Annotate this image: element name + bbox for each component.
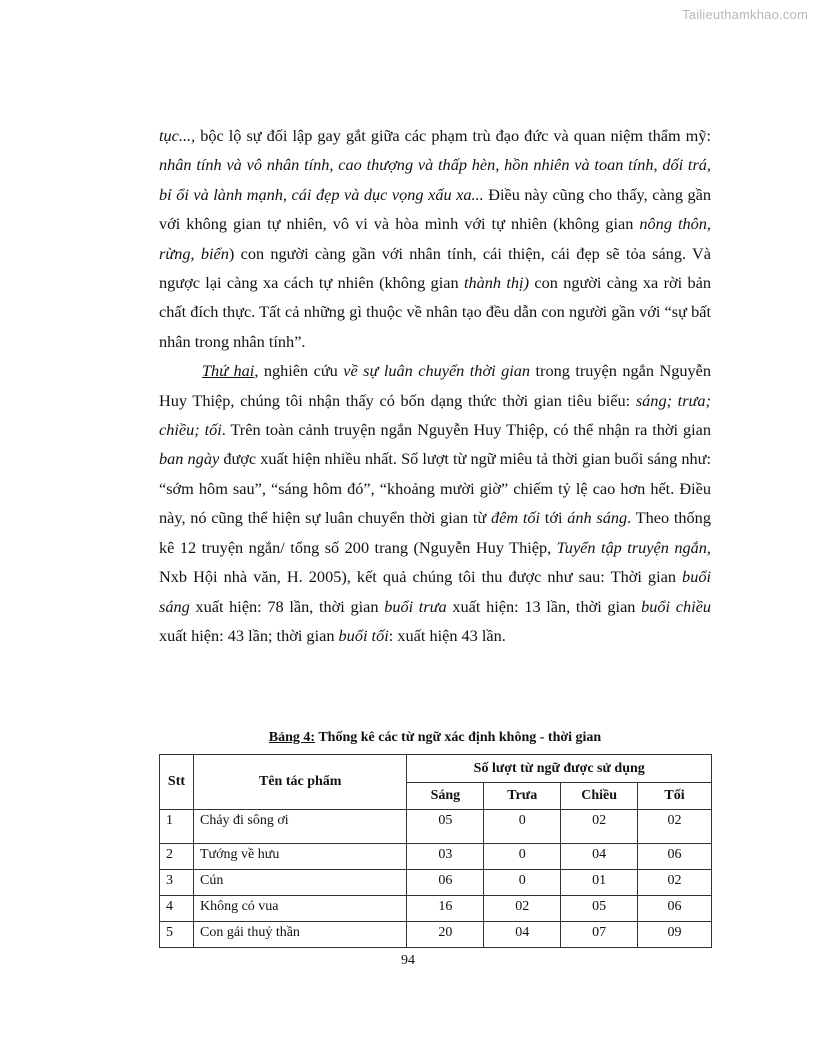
text-italic: về sự luân chuyển thời gian [343,361,531,381]
cell-toi: 02 [638,870,712,896]
cell-trua: 0 [484,870,561,896]
text-italic: thành thị) [463,273,529,293]
statistics-table [159,754,712,948]
cell-title: Con gái thuỷ thần [193,922,406,948]
text: tới [540,508,568,528]
text-italic: tục..., [159,126,196,145]
cell-trua: 04 [484,922,561,948]
text-italic: nhân tính và vô nhân tính, cao thượng và thấp hèn, hồn nhiên và toan tính, dối trá, bỉ ổi và lành mạnh, cái đẹp và dục vọng xấu xa... [159,155,711,204]
cell-toi: 02 [638,810,712,844]
page-number: 94 [401,953,415,968]
cell-trua: 02 [484,896,561,922]
cell-sang: 06 [407,870,484,896]
body-text [159,121,711,650]
cell-chieu: 02 [561,810,638,844]
text: Điều này cũng cho thấy, càng gần với không gian tự nhiên, vô vi và hòa mình với tự nhiên (không gian [159,184,711,234]
cell-sang: 20 [407,922,484,948]
text-italic: buổi tối [338,625,389,645]
table-header-row [160,755,712,783]
text-italic: buổi sáng [159,567,711,616]
cell-title: Chảy đi sông ơi [193,810,406,844]
cell-toi: 06 [638,896,712,922]
header-stt: Stt [160,755,194,810]
header-title: Tên tác phẩm [193,755,406,810]
text-italic: buổi chiều [641,596,712,616]
cell-stt: 2 [160,844,194,870]
cell-sang: 03 [407,844,484,870]
text: trong truyện ngắn Nguyễn Huy Thiệp, chúng tôi nhận thấy có bốn dạng thức thời gian tiêu biểu: [159,361,712,410]
cell-chieu: 01 [561,870,638,896]
text-italic: ánh sáng [567,508,628,528]
text: xuất hiện: 13 lần, thời gian [446,596,642,616]
text: . Theo thống kê 12 truyện ngắn/ tổng số 200 trang (Nguyễn Huy Thiệp, [159,508,711,557]
table-caption [159,730,711,746]
text-italic: Tuyển tập truyện ngắn [556,537,707,557]
text: : xuất hiện 43 lần. [388,625,506,645]
text-italic: đêm tối [491,508,541,528]
cell-stt: 3 [160,870,194,896]
text: . Trên toàn cảnh truyện ngắn Nguyễn Huy Thiệp, có thể nhận ra thời gian [221,420,711,440]
text-italic: sáng; trưa; chiều; tối [159,390,711,440]
watermark: Tailieuthamkhao.com [682,7,808,22]
table-row [160,844,712,870]
text-italic: ban ngày [159,449,220,469]
text: , nghiên cứu [254,361,344,381]
text: ) con người càng gần với nhân tính, cái thiện, cái đẹp sẽ tỏa sáng. Và ngược lại càng xa cách tự nhiên (không gian [159,243,711,293]
text: xuất hiện: 78 lần, thời gian [189,596,385,616]
cell-stt: 5 [160,922,194,948]
text-italic: buổi trưa [384,596,447,616]
table-row [160,896,712,922]
text: con người càng xa rời bản chất đích thực. Tất cả những gì thuộc về nhân tạo đều dẫn con người gần với “sự bất nhân trong nhân tính”. [159,273,711,351]
text-italic-underline: Thứ hai [202,361,255,381]
cell-stt: 4 [160,896,194,922]
table-row [160,922,712,948]
header-group: Số lượt từ ngữ được sử dụng [407,755,712,783]
cell-sang: 05 [407,810,484,844]
cell-sang: 16 [407,896,484,922]
cell-title: Tướng về hưu [193,844,406,870]
cell-toi: 09 [638,922,712,948]
table-caption-label: Bảng 4: [268,730,316,745]
text: bộc lộ sự đối lập gay gắt giữa các phạm trù đạo đức và quan niệm thẩm mỹ: [195,126,711,145]
cell-chieu: 04 [561,844,638,870]
table-row [160,810,712,844]
paragraph-2 [159,356,711,650]
header-sang: Sáng [407,783,484,810]
text-italic: nông thôn, rừng, biển [159,214,712,263]
cell-trua: 0 [484,844,561,870]
cell-trua: 0 [484,810,561,844]
text: được xuất hiện nhiều nhất. Số lượt từ ngữ miêu tả thời gian buổi sáng như: “sớm hôm sau”, “sáng hôm đó”, “khoảng mười giờ” chiếm tỷ lệ cao hơn hết. Điều này, nó cũng thể hiện sự luân chuyển thời gian từ [159,449,711,528]
header-trua: Trưa [484,783,561,810]
header-chieu: Chiều [561,783,638,810]
paragraph-1 [159,121,711,356]
cell-chieu: 05 [561,896,638,922]
cell-chieu: 07 [561,922,638,948]
header-toi: Tối [638,783,712,810]
cell-title: Không có vua [193,896,406,922]
table-caption-text: Thống kê các từ ngữ xác định không - thời gian [315,730,602,745]
cell-stt: 1 [160,810,194,844]
cell-title: Cún [193,870,406,896]
text: , Nxb Hội nhà văn, H. 2005), kết quả chúng tôi thu được như sau: Thời gian [159,537,711,587]
table-row [160,870,712,896]
cell-toi: 06 [638,844,712,870]
text: xuất hiện: 43 lần; thời gian [159,625,339,645]
